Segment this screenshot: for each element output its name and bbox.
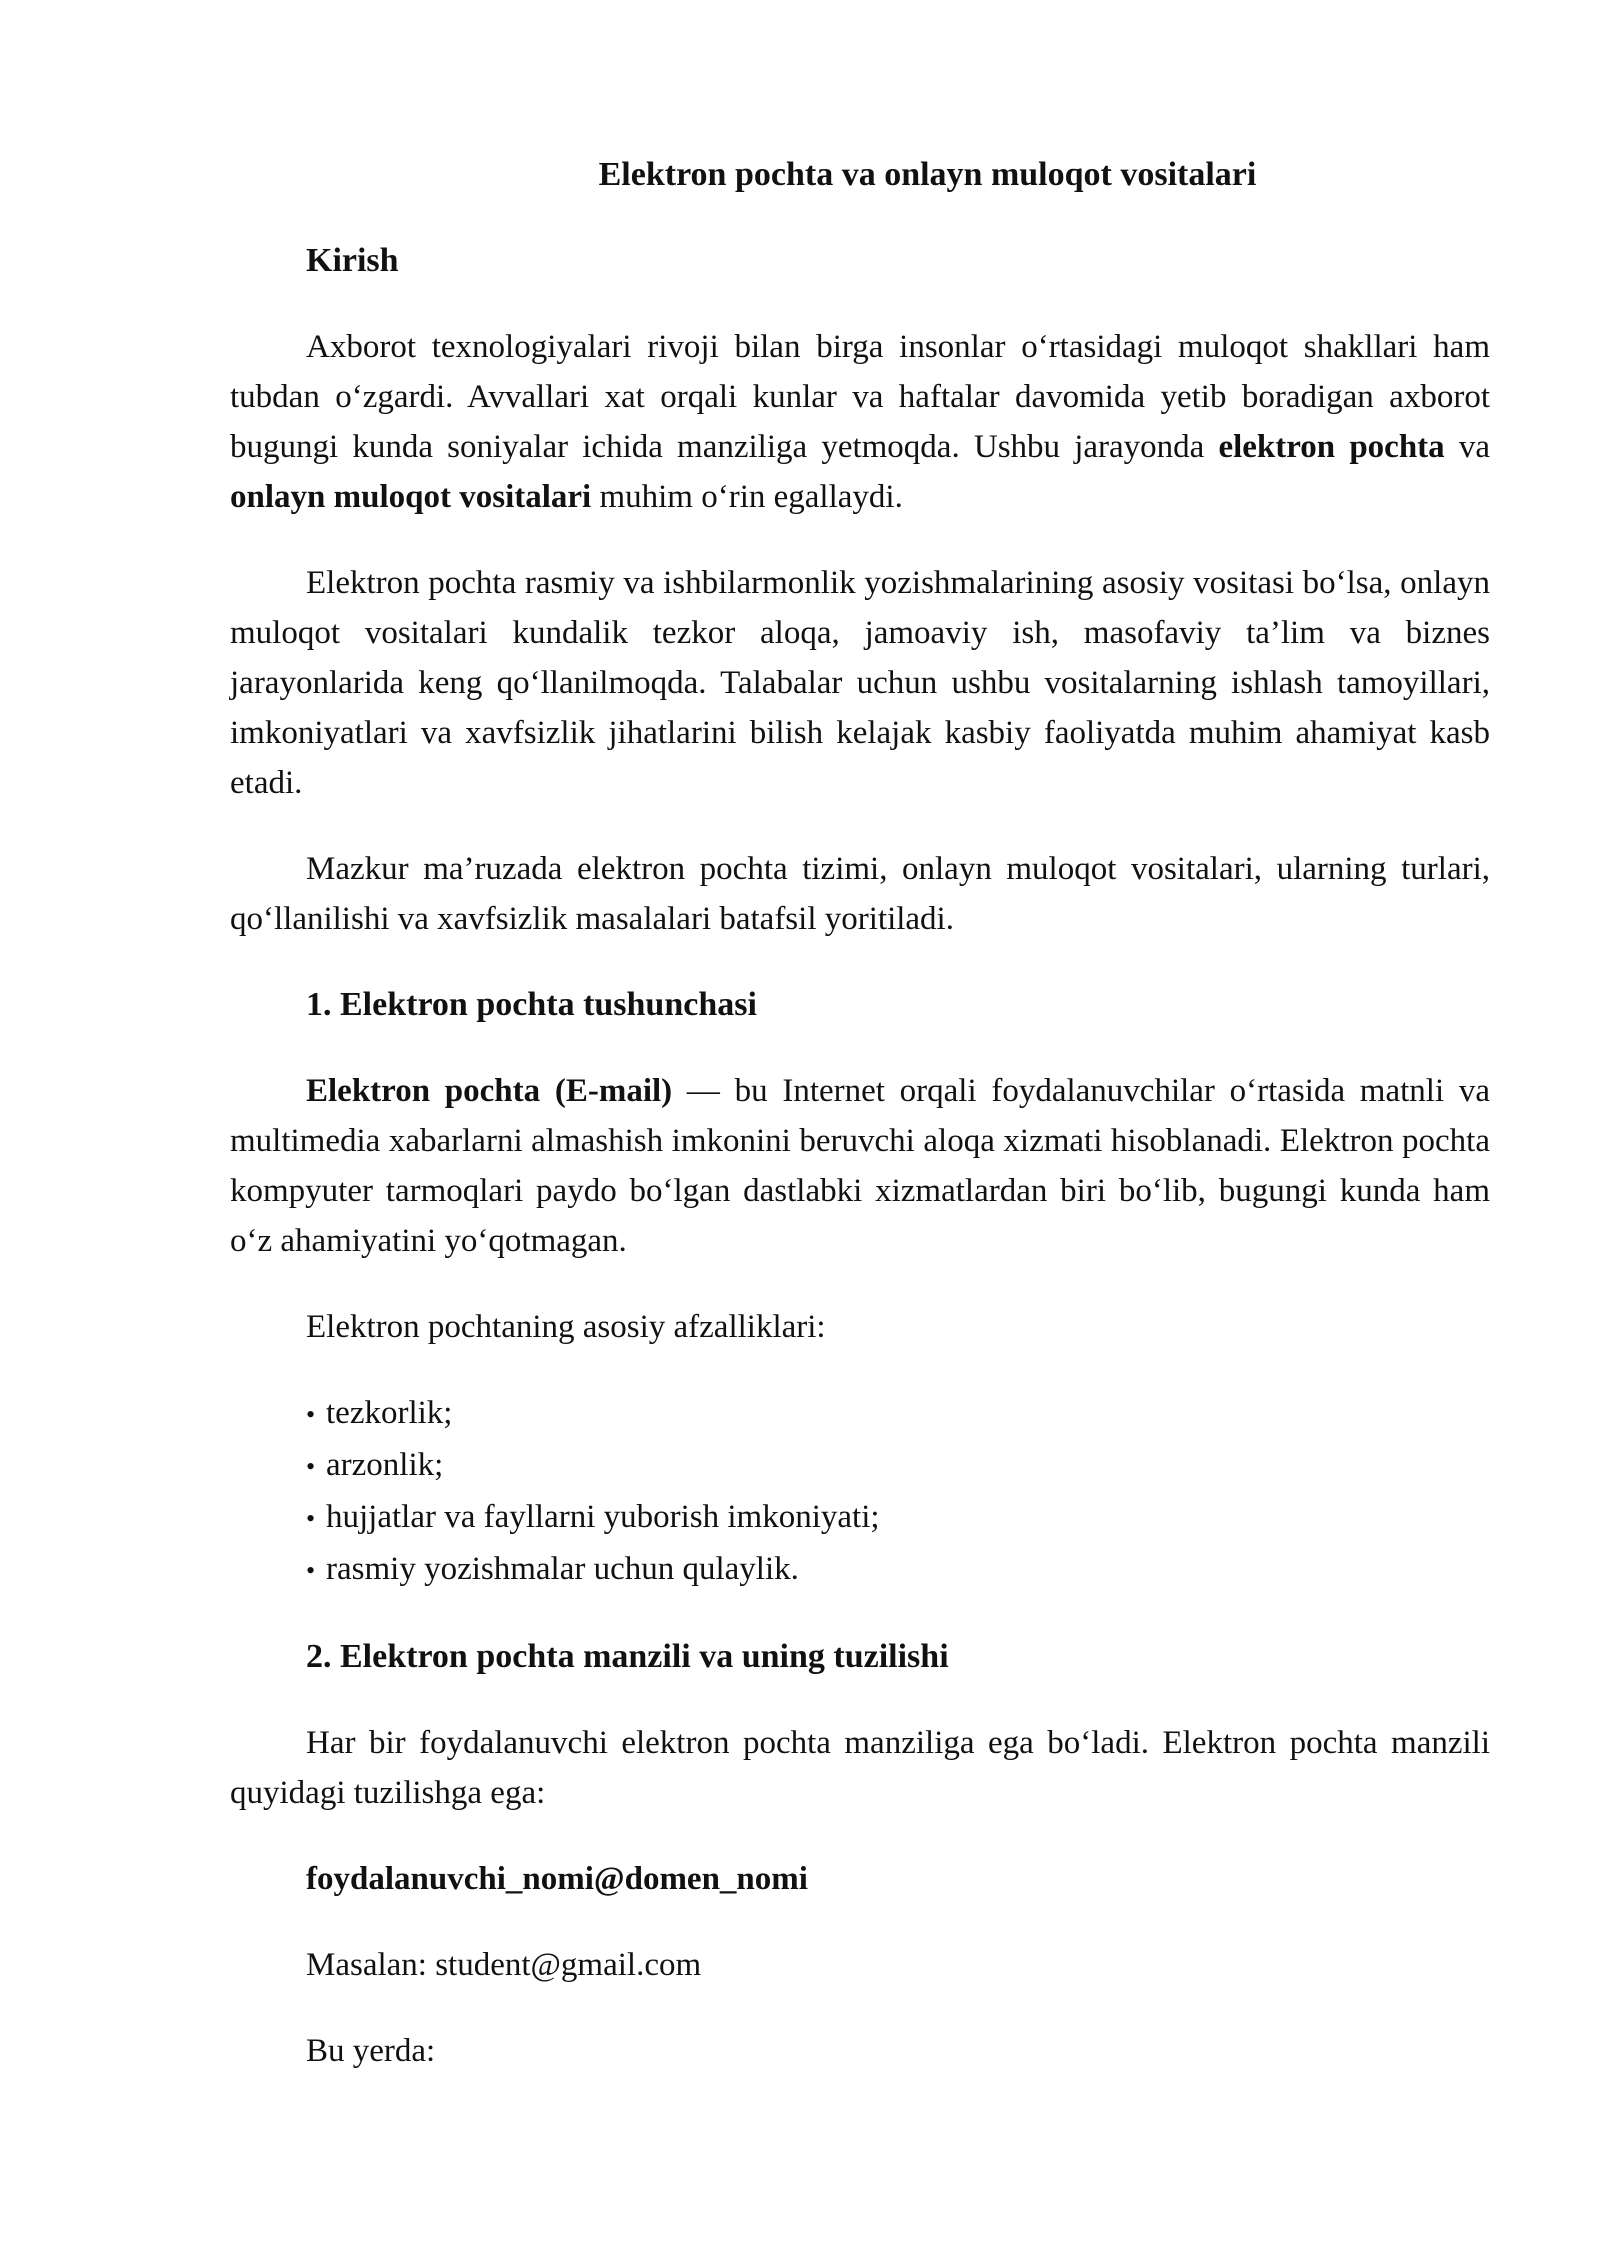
intro-p1-bold-email: elektron pochta [1218, 429, 1445, 465]
email-example: Masalan: student@gmail.com [306, 1947, 702, 1983]
section-1-definition: — bu Internet orqali foydalanuvchilar o‘rtasida matnli va multimedia xabarlarni almashish imkonini beruvchi aloqa xizmati hisoblanadi. Elektron pochta kompyuter tarmoqlari paydo bo‘lgan dastlabki xizmatlardan biri bo‘lib, bugungi kunda ham o‘z ahamiyatini yo‘qotmagan. [230, 1073, 1490, 1259]
section-1-list-intro: Elektron pochtaning asosiy afzalliklari: [306, 1309, 826, 1345]
intro-paragraph-1 [230, 322, 1490, 522]
email-format: foydalanuvchi_nomi@domen_nomi [306, 1861, 808, 1897]
document-page [230, 150, 1490, 2112]
intro-paragraph-3: Mazkur ma’ruzada elektron pochta tizimi, onlayn muloqot vositalari, ularning turlari, qo‘llanilishi va xavfsizlik masalalari batafsil yoritiladi. [230, 851, 1490, 937]
list-item: • rasmiy yozishmalar uchun qulaylik. [306, 1544, 1490, 1596]
document-title: Elektron pochta va onlayn muloqot vositalari [598, 156, 1257, 193]
intro-p1-text-1: Axborot texnologiyalari rivoji bilan birga insonlar o‘rtasidagi muloqot shakllari ham tubdan o‘zgardi. Avvallari xat orqali kunlar va haftalar davomida yetib boradigan axborot bugungi kunda soniyalar ichida manziliga yetmoqda. Ushbu jarayonda [230, 329, 1490, 465]
intro-p1-text-2: va [1444, 429, 1490, 465]
section-2-heading: 2. Elektron pochta manzili va uning tuzilishi [306, 1638, 949, 1675]
list-item: • tezkorlik; [306, 1388, 1490, 1440]
here-label: Bu yerda: [306, 2033, 436, 2069]
intro-p1-text-3: muhim o‘rin egallaydi. [591, 479, 903, 515]
section-2-paragraph-1: Har bir foydalanuvchi elektron pochta manziliga ega bo‘ladi. Elektron pochta manzili quyidagi tuzilishga ega: [230, 1725, 1490, 1811]
intro-p1-bold-online: onlayn muloqot vositalari [230, 479, 592, 515]
list-item: • arzonlik; [306, 1440, 1490, 1492]
section-1-paragraph-1 [230, 1066, 1490, 1266]
section-1-heading: 1. Elektron pochta tushunchasi [306, 986, 757, 1023]
list-item: • hujjatlar va fayllarni yuborish imkoniyati; [306, 1492, 1490, 1544]
intro-paragraph-2: Elektron pochta rasmiy va ishbilarmonlik yozishmalarining asosiy vositasi bo‘lsa, onlayn muloqot vositalari kundalik tezkor aloqa, jamoaviy ish, masofaviy ta’lim va biznes jarayonlarida keng qo‘llanilmoqda. Talabalar uchun ushbu vositalarning ishlash tamoyillari, imkoniyatlari va xavfsizlik jihatlarini bilish kelajak kasbiy faoliyatda muhim ahamiyat kasb etadi. [230, 565, 1490, 801]
advantages-list [230, 1388, 1490, 1596]
intro-heading: Kirish [306, 242, 399, 279]
section-1-term: Elektron pochta (E-mail) [306, 1073, 673, 1109]
